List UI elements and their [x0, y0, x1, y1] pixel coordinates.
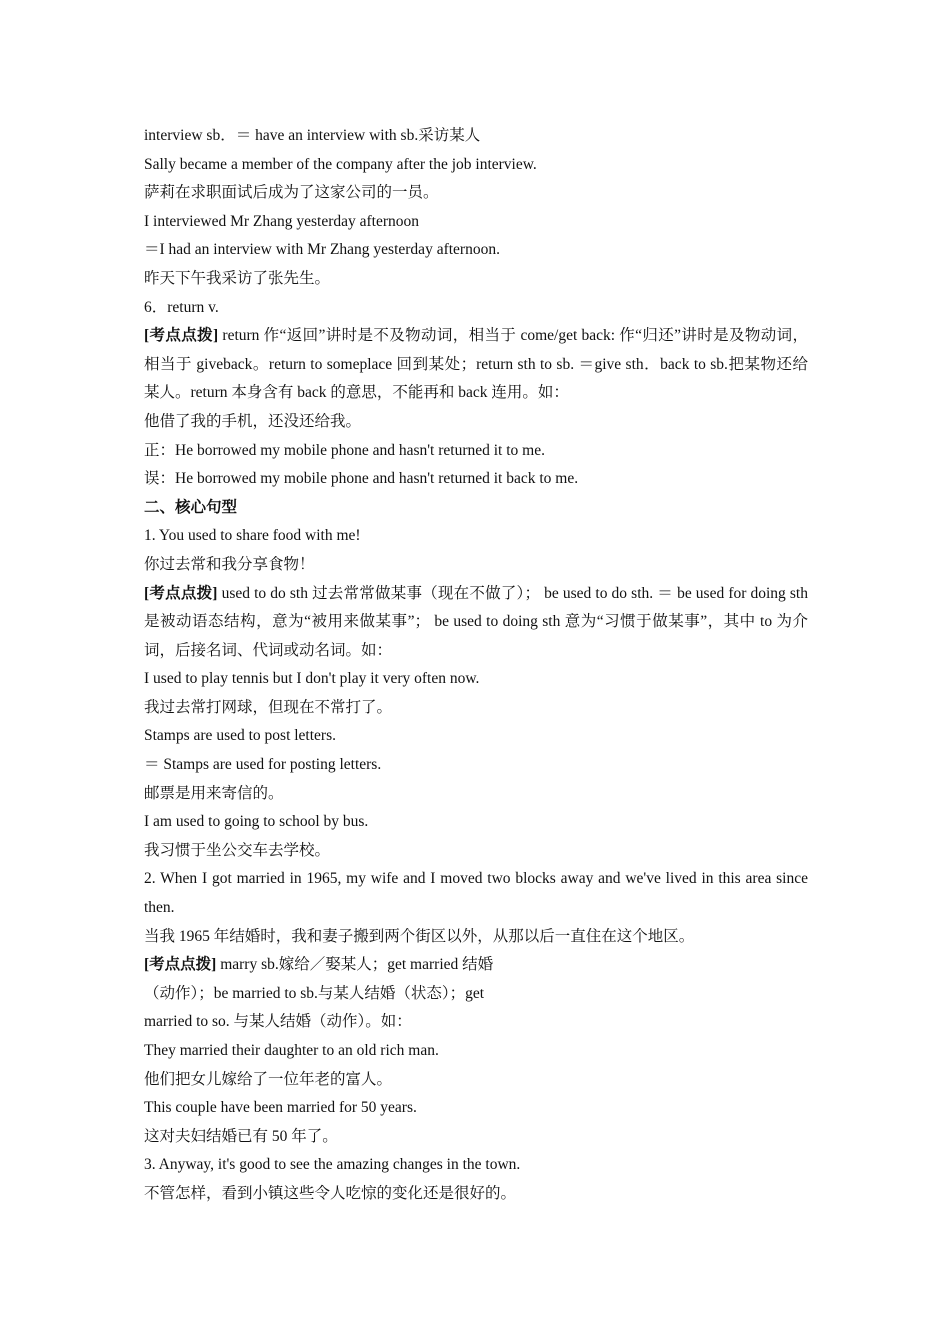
text-line: 我过去常打网球，但现在不常打了。 [144, 698, 393, 716]
text-line: I used to play tennis but I don't play it very often now. [144, 670, 480, 688]
tip-label: [考点点拨] [144, 584, 218, 602]
text-line: 他借了我的手机，还没还给我。 [144, 412, 362, 430]
item-heading: 6．return v. [144, 298, 219, 316]
tip-text: used to do sth 过去常常做某事（现在不做了）； be used to do sth. ＝ be used for doing sth 是被动语态结构，意为“被用来做某事”； be used to doing sth 意为“习惯于做某事”，其中 to 为介词，后接名词、代词或动名词。如： [144, 584, 808, 659]
document-page [144, 122, 808, 1209]
text-line: They married their daughter to an old rich man. [144, 1042, 439, 1059]
text-line: Sally became a member of the company after the job interview. [144, 155, 537, 173]
section-heading: 二、核心句型 [144, 498, 238, 516]
tip-label: [考点点拨] [144, 327, 219, 345]
text-line: 正：He borrowed my mobile phone and hasn't returned it to me. [144, 441, 545, 459]
text-line: 萨莉在求职面试后成为了这家公司的一员。 [144, 184, 439, 202]
text-line: 他们把女儿嫁给了一位年老的富人。 [144, 1070, 393, 1088]
text-line: 不管怎样，看到小镇这些令人吃惊的变化还是很好的。 [144, 1184, 517, 1202]
text-line: 3. Anyway, it's good to see the amazing changes in the town. [144, 1156, 521, 1174]
text-line: 你过去常和我分享食物！ [144, 555, 315, 573]
tip-text: marry sb.嫁给／娶某人；get married 结婚 [216, 956, 494, 974]
text-line: I interviewed Mr Zhang yesterday afternoon [144, 212, 420, 230]
text-line: I am used to going to school by bus. [144, 813, 369, 831]
text-line: 误：He borrowed my mobile phone and hasn't returned it back to me. [144, 470, 579, 488]
text-line: ＝ Stamps are used for posting letters. [144, 756, 382, 774]
tip-line [144, 951, 808, 980]
sentence-paragraph: 2. When I got married in 1965, my wife and I moved two blocks away and we've lived in this area since then. [144, 870, 808, 917]
text-line: 这对夫妇结婚已有 50 年了。 [144, 1127, 338, 1145]
text-line: 我习惯于坐公交车去学校。 [144, 841, 331, 859]
tip-paragraph [144, 580, 808, 666]
text-line: This couple have been married for 50 years. [144, 1099, 417, 1117]
tip-line: married to so. 与某人结婚（动作）。如： [144, 1013, 412, 1031]
text-line: Stamps are used to post letters. [144, 727, 336, 745]
text-line: 昨天下午我采访了张先生。 [144, 269, 331, 287]
tip-label: [考点点拨] [144, 956, 217, 974]
text-line: 1. You used to share food with me! [144, 527, 361, 545]
tip-paragraph [144, 322, 808, 408]
text-line: interview sb．＝ have an interview with sb.采访某人 [144, 127, 481, 144]
text-line: 当我 1965 年结婚时，我和妻子搬到两个街区以外，从那以后一直住在这个地区。 [144, 927, 695, 945]
text-line: 邮票是用来寄信的。 [144, 784, 284, 802]
tip-line: （动作）；be married to sb.与某人结婚（状态）；get [144, 984, 485, 1002]
tip-text: return 作“返回”讲时是不及物动词，相当于 come/get back: 作“归还”讲时是及物动词，相当于 giveback。return to someplace 回到某处；return sth to sb. ＝give sth．back to sb.把某物还给某人。return 本身含有 back 的意思，不能再和 back 连用。如： [144, 327, 808, 402]
text-line: ＝I had an interview with Mr Zhang yesterday afternoon. [144, 241, 500, 259]
